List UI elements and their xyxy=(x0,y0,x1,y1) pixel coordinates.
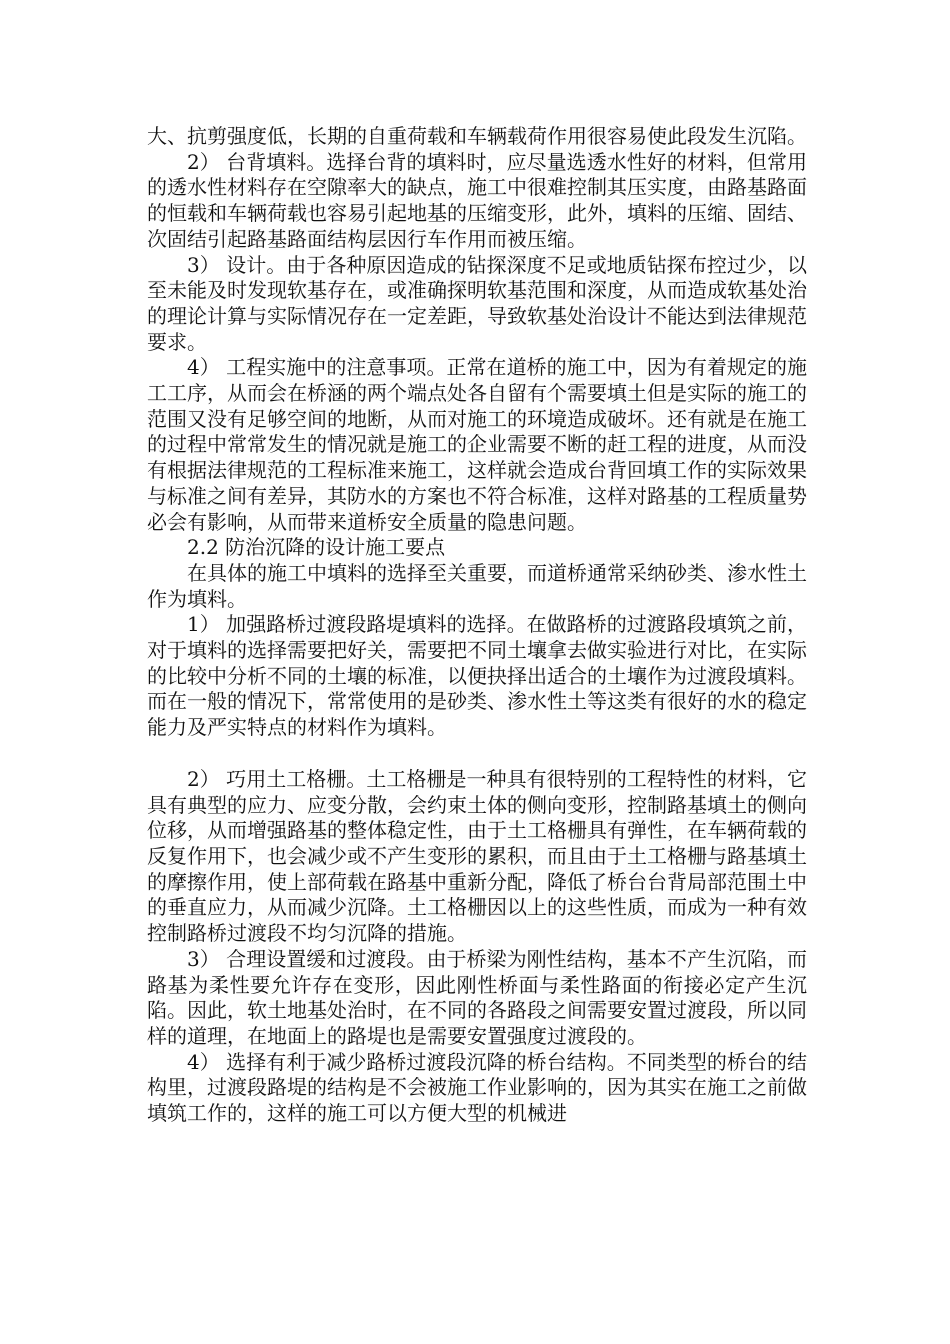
paragraph-transition-fill: 1） 加强路桥过渡段路堤填料的选择。在做路桥的过渡路段填筑之前，对于填料的选择需要把好关，需要把不同土壤拿去做实验进行对比，在实际的比较中分析不同的土壤的标准，以便抉择出适合的土壤作为过渡段填料。而在一般的情况下，常常使用的是砂类、渗水性土等这类有很好的水的稳定能力及严实特点的材料作为填料。 xyxy=(147,612,807,740)
paragraph-transition-section: 3） 合理设置缓和过渡段。由于桥梁为刚性结构，基本不产生沉陷，而路基为柔性要允许存在变形，因此刚性桥面与柔性路面的衔接必定产生沉陷。因此，软土地基处治时，在不同的各路段之间需要安置过渡段，所以同样的道理，在地面上的路堤也是需要安置强度过渡段的。 xyxy=(147,946,807,1048)
paragraph-continuation: 大、抗剪强度低，长期的自重荷载和车辆载荷作用很容易使此段发生沉陷。 xyxy=(147,124,807,148)
document-body xyxy=(147,124,807,1127)
paragraph-abutment-structure: 4） 选择有利于减少路桥过渡段沉降的桥台结构。不同类型的桥台的结构里，过渡段路堤的结构是不会被施工作业影响的，因为其实在施工之前做填筑工作的，这样的施工可以方便大型的机械进 xyxy=(147,1049,807,1126)
paragraph-design: 3） 设计。由于各种原因造成的钻探深度不足或地质钻探布控过少，以至未能及时发现软基存在，或准确探明软基范围和深度，从而造成软基处治的理论计算与实际情况存在一定差距，导致软基处治设计不能达到法律规范要求。 xyxy=(147,252,807,354)
section-heading-2-2: 2.2 防治沉降的设计施工要点 xyxy=(187,535,446,560)
paragraph-geogrid: 2） 巧用土工格栅。土工格栅是一种具有很特别的工程特性的材料，它具有典型的应力、应变分散，会约束土体的侧向变形，控制路基填土的侧向位移，从而增强路基的整体稳定性，由于土工格栅具有弹性，在车辆荷载的反复作用下，也会减少或不产生变形的累积，而且由于土工格栅与路基填土的摩擦作用，使上部荷载在路基中重新分配，降低了桥台台背局部范围土中的垂直应力，从而减少沉降。土工格栅因以上的这些性质，而成为一种有效控制路桥过渡段不均匀沉降的措施。 xyxy=(147,766,807,946)
paragraph-construction-notes: 4） 工程实施中的注意事项。正常在道桥的施工中，因为有着规定的施工工序，从而会在桥涵的两个端点处各自留有个需要填土但是实际的施工的范围又没有足够空间的地断，从而对施工的环境造成破坏。还有就是在施工的过程中常常发生的情况就是施工的企业需要不断的赶工程的进度，从而没有根据法律规范的工程标准来施工，这样就会造成台背回填工作的实际效果与标准之间有差异，其防水的方案也不符合标准，这样对路基的工程质量势必会有影响，从而带来道桥安全质量的隐患问题。 xyxy=(147,355,807,534)
paragraph-abutment-backfill: 2） 台背填料。选择台背的填料时，应尽量选透水性好的材料，但常用的透水性材料存在空隙率大的缺点，施工中很难控制其压实度，由路基路面的恒载和车辆荷载也容易引起地基的压缩变形，此外，填料的压缩、固结、次固结引起路基路面结构层因行车作用而被压缩。 xyxy=(147,149,807,251)
paragraph-fill-selection-intro: 在具体的施工中填料的选择至关重要，而道桥通常采纳砂类、渗水性土作为填料。 xyxy=(147,560,807,611)
